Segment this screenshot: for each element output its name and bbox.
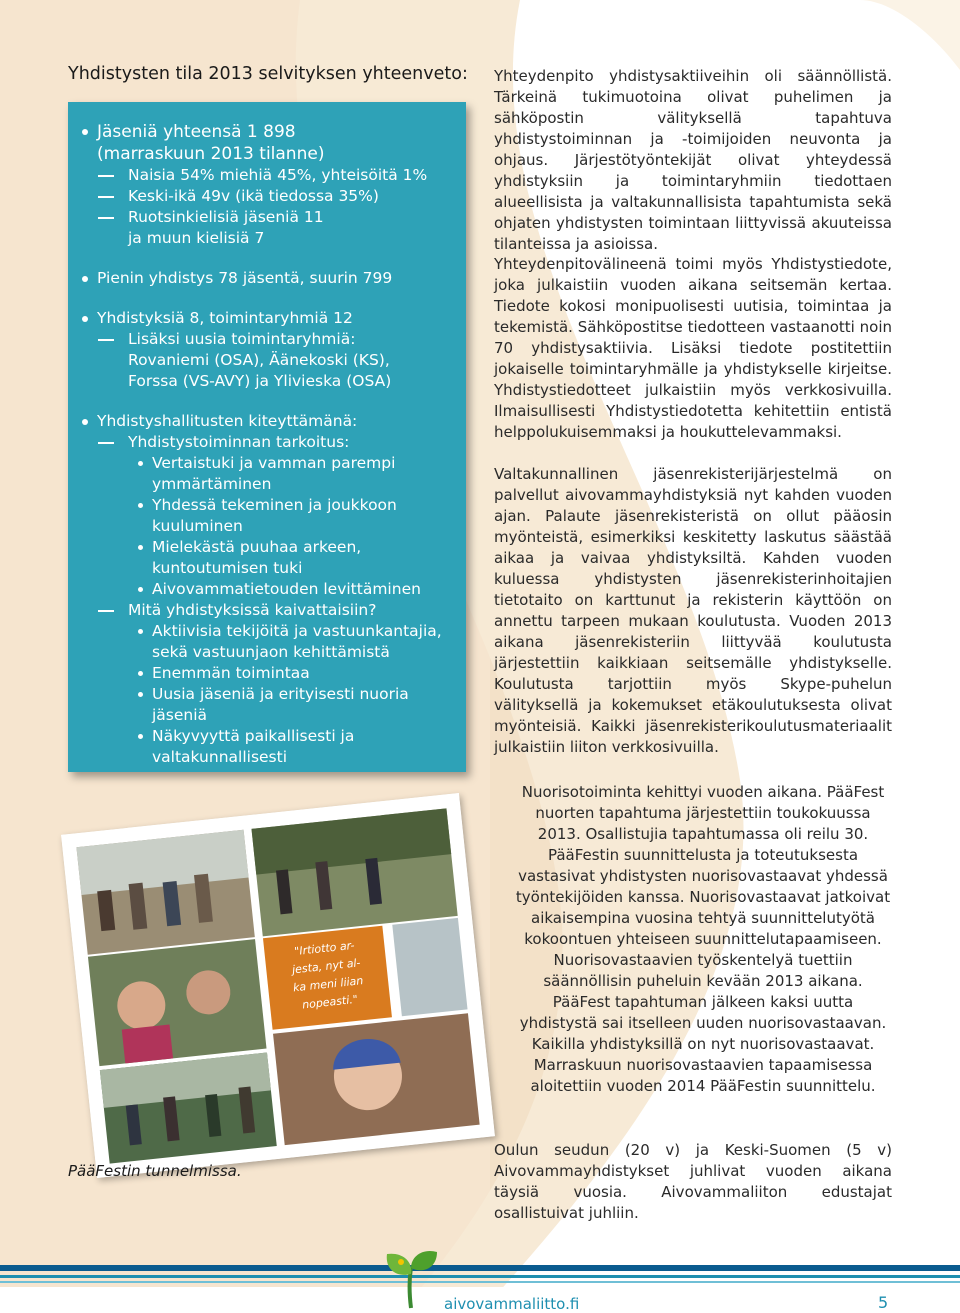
purpose-item (97, 432, 452, 600)
needs-point (152, 726, 452, 768)
point-line: Yhdessä tekeminen ja joukkoon (152, 496, 397, 514)
detail-line: ja muun kielisiä 7 (128, 229, 265, 247)
purpose-point (152, 579, 452, 600)
detail-line: Naisia 54% miehiä 45%, yhteisöitä 1% (128, 166, 428, 184)
point-line: Näkyvyyttä paikallisesti ja (152, 727, 355, 745)
detail-line: Keski-ikä 49v (ikä tiedossa 35%) (128, 187, 379, 205)
boards-item (94, 411, 452, 768)
summary-list (94, 121, 452, 768)
needs-list (152, 621, 452, 768)
point-line: valtakunnallisesti (152, 748, 288, 766)
associations-details (97, 329, 452, 392)
members-details (97, 165, 452, 249)
point-line: Vertaistuki ja vamman parempi (152, 454, 396, 472)
paragraph-jasenrekisteri: Valtakunnallinen jäsenrekisterijärjestelmä on palvellut aivovammayhdistyksiä nyt kahden vuoden ajan. Palaute jäsenrekisteristä on ollut pääosin myönteistä, esimerkiksi keskitetty laskutus säästää aikaa ja vaivaa yhdistyksiltä. Kahden vuoden kuluessa yhdistysten jäsenrekisterinhoitajien tietotaito on karttunut ja rekisterin käyttöön on annettu tarpeen mukaan koulutusta. Vuoden 2013 aikana jäsenrekisteriin liittyvää koulutusta järjestettiin kaikkiaan seitsemälle yhdistykselle. Koulutusta tarjottiin myös Skype-puhelun välityksellä ja kokemukset etäkoulutuksesta olivat myönteisiä. Kaikki jäsenrekisterikoulutusmateriaalit julkaistiin liiton verkkosivuilla. (494, 465, 892, 756)
detail-line: Forssa (VS-AVY) ja Ylivieska (OSA) (128, 372, 392, 390)
needs-point (152, 663, 452, 684)
members-gender (97, 165, 452, 186)
new-groups (97, 329, 452, 392)
needs-item (97, 600, 452, 768)
needs-point (152, 684, 452, 726)
paragraph-yhdistystiedote: Yhteydenpitovälineenä toimi myös Yhdistystiedote, joka julkaistiin vuoden aikana seitsemän kertaa. Tiedote kokosi monipuolisesti uutisia, toimintaa ja tekemistä. Sähköpostitse tiedotteen vastaanotti noin 70 yhdistysaktiivia. Lisäksi tiedote postitettiin jokaiselle toimintaryhmälle ja yhdistykselle kirjeitse. Yhdistystiedotteet julkaistiin myös verkkosivuilla. Ilmaisullisesti Yhdistystiedotetta kehitettiin entistä helppolukuisemmaksi ja houkuttelevammaksi. (494, 255, 892, 441)
summary-box (68, 102, 466, 772)
point-line: Aktiivisia tekijöitä ja vastuunkantajia, (152, 622, 442, 640)
point-line: Aivovammatietouden levittäminen (152, 580, 421, 598)
point-line: sekä vastuunjaon kehittämistä (152, 643, 390, 661)
members-language (97, 207, 452, 249)
photo-caption: PääFestin tunnelmissa. (68, 1162, 242, 1180)
page-number: 5 (878, 1293, 889, 1312)
boards-title: Yhdistyshallitusten kiteyttämänä: (97, 412, 358, 430)
purpose-point (152, 537, 452, 579)
point-line: ymmärtäminen (152, 475, 272, 493)
footer-url[interactable]: aivovammaliitto.fi (444, 1295, 580, 1313)
members-age (97, 186, 452, 207)
photo-collage-art (61, 793, 495, 1178)
members-title-line: (marraskuun 2013 tilanne) (97, 144, 325, 164)
point-line: kuuluminen (152, 517, 243, 535)
detail-line: Ruotsinkielisiä jäseniä 11 (128, 208, 324, 226)
point-line: kuntoutumisen tuki (152, 559, 303, 577)
purpose-list (152, 453, 452, 600)
detail-line: Lisäksi uusia toimintaryhmiä: (128, 330, 356, 348)
photo-quote-line: ka meni liian (292, 974, 364, 995)
size-text: Pienin yhdistys 78 jäsentä, suurin 799 (97, 269, 393, 287)
point-line: Enemmän toimintaa (152, 664, 310, 682)
purpose-point (152, 495, 452, 537)
purpose-title: Yhdistystoiminnan tarkoitus: (128, 433, 350, 451)
members-title-line: Jäseniä yhteensä 1 898 (97, 122, 296, 142)
point-line: Uusia jäseniä ja erityisesti nuoria jäseniä (152, 685, 409, 724)
photo-quote-line: nopeasti." (301, 992, 359, 1012)
members-item (94, 121, 452, 249)
paragraph-yhteydenpito: Yhteydenpito yhdistysaktiiveihin oli säännöllistä. Tärkeinä tukimuotoina olivat puhelimen ja sähköpostin välityksellä tapahtuva yhdistystoiminnan ja -toimijoiden neuvonta ja ohjaus. Järjestötyöntekijät olivat yhteydessä yhdistyksiin ja toimintaryhmiin tiedottaen alueellisista ja valtakunnallisista tapahtumista sekä ohjaten yhdistysten toimintaan liittyvissä akuuteissa tilanteissa ja asioissa. (494, 67, 892, 253)
photo-quote-line: "Irtiotto ar- (293, 938, 356, 959)
paragraph-nuorisotoiminta: Nuorisotoiminta kehittyi vuoden aikana. PääFest nuorten tapahtuma järjestettiin toukokuussa 2013. Osallistujia tapahtumassa oli reilu 30. PääFestin suunnittelusta ja toteutuksesta vastasivat yhdistysten nuorisovastaavat yhdessä työntekijöiden kanssa. Nuorisovastaavat jatkoivat aikaisempina vuosina tehtyä suunnittelutyötä kokoontuen yhteiseen suunnittelutapaamiseen. Nuorisovastaavien työskentelyä tuettiin säännöllisin puheluin kevään 2013 aikana. PääFest tapahtuman jälkeen kaksi uutta yhdistystä sai itselleen uuden nuorisovastaavan. Kaikilla yhdistyksillä on nyt nuorisovastaavat. Marraskuun nuorisovastaavien tapaamisessa aloitettiin vuoden 2014 PääFestin suunnittelu. (515, 783, 891, 1095)
needs-title: Mitä yhdistyksissä kaivattaisiin? (128, 601, 377, 619)
photo-quote-line: jesta, nyt al- (291, 956, 362, 977)
boards-details (97, 432, 452, 768)
point-line: Mielekästä puuhaa arkeen, (152, 538, 362, 556)
leaf-logo-icon (383, 1244, 439, 1310)
needs-point (152, 621, 452, 663)
purpose-point (152, 453, 452, 495)
size-item (94, 268, 452, 289)
detail-line: Rovaniemi (OSA), Äänekoski (KS), (128, 351, 390, 369)
page-heading: Yhdistysten tila 2013 selvityksen yhteenveto: (68, 64, 468, 84)
paragraph-juhlat: Oulun seudun (20 v) ja Keski-Suomen (5 v) Aivovammayhdistykset juhlivat vuoden aikana täysiä vuosia. Aivovammaliiton edustajat osallistuivat juhliin. (494, 1141, 892, 1222)
associations-item (94, 308, 452, 392)
associations-title: Yhdistyksiä 8, toimintaryhmiä 12 (97, 309, 353, 327)
photo-collage (61, 793, 495, 1178)
